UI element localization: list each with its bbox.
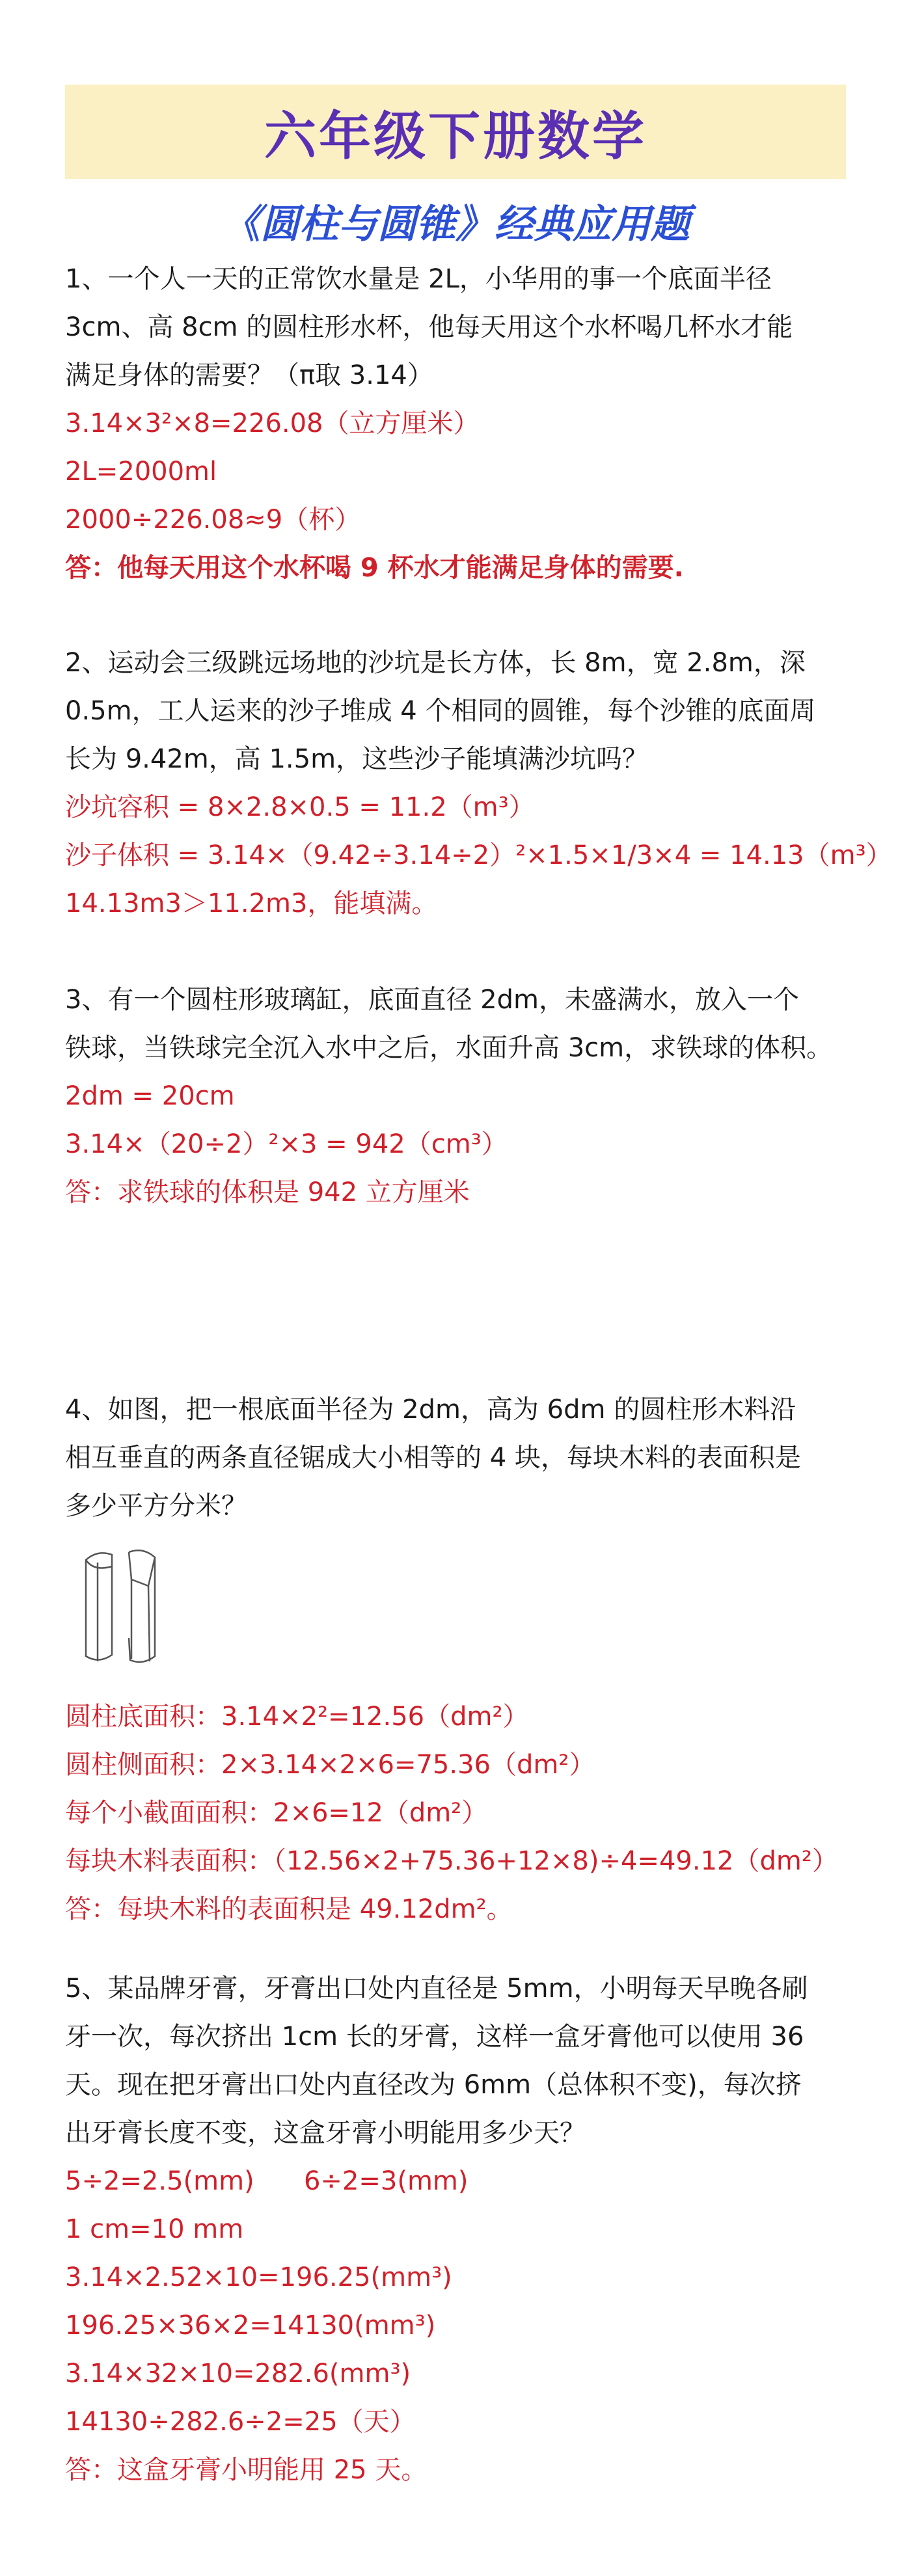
question-line: 5、某品牌牙膏，牙膏出口处内直径是 5mm，小明每天早晚各刷 (65, 1974, 808, 2004)
cut-cylinder-figure (72, 1540, 176, 1670)
answer-line: 每块木料表面积：（12.56×2+75.36+12×8)÷4=49.12（dm²） (65, 1846, 838, 1876)
answer-line: 3.14×（20÷2）²×3 = 942（cm³） (65, 1129, 508, 1159)
question-line: 2、运动会三级跳远场地的沙坑是长方体，长 8m，宽 2.8m，深 (65, 648, 806, 678)
answer-conclusion: 答：他每天用这个水杯喝 9 杯水才能满足身体的需要. (65, 553, 684, 583)
answer-line: 圆柱侧面积：2×3.14×2×6=75.36（dm²） (65, 1750, 595, 1780)
question-line: 1、一个人一天的正常饮水量是 2L，小华用的事一个底面半径 (65, 264, 772, 294)
answer-line: 圆柱底面积：3.14×2²=12.56（dm²） (65, 1702, 529, 1732)
question-line: 长为 9.42m，高 1.5m，这些沙子能填满沙坑吗？ (65, 744, 649, 774)
answer-line: 沙子体积 = 3.14×（9.42÷3.14÷2）²×1.5×1/3×4 = 14.13（m³） (65, 840, 892, 870)
answer-line: 答：求铁球的体积是 942 立方厘米 (65, 1177, 470, 1207)
answer-line: 答：这盒牙膏小明能用 25 天。 (65, 2455, 428, 2485)
page-title: 六年级下册数学 (264, 106, 647, 167)
answer-line: 5÷2=2.5(mm) 6÷2=3(mm) (65, 2166, 469, 2196)
problem-2 (65, 639, 892, 928)
question-line: 满足身体的需要？（π取 3.14） (65, 360, 433, 390)
answer-line: 1 cm=10 mm (65, 2214, 244, 2244)
answer-line: 14130÷282.6÷2=25（天） (65, 2407, 416, 2437)
answer-line: 2dm = 20cm (65, 1081, 235, 1111)
problem-4 (65, 1386, 859, 1933)
question-line: 4、如图，把一根底面半径为 2dm，高为 6dm 的圆柱形木料沿 (65, 1395, 796, 1425)
answer-line: 2L=2000ml (65, 457, 217, 487)
answer-line: 3.14×32×10=282.6(mm³) (65, 2359, 411, 2389)
answer-line: 答：每块木料的表面积是 49.12dm²。 (65, 1894, 513, 1924)
problem-1 (65, 255, 859, 592)
question-line: 3、有一个圆柱形玻璃缸，底面直径 2dm，未盛满水，放入一个 (65, 985, 799, 1015)
question-line: 相互垂直的两条直径锯成大小相等的 4 块，每块木料的表面积是 (65, 1443, 801, 1473)
cylinder-pieces-diagram (72, 1540, 176, 1670)
answer-line: 沙坑容积 = 8×2.8×0.5 = 11.2（m³） (65, 792, 535, 822)
question-line: 天。现在把牙膏出口处内直径改为 6mm（总体积不变)，每次挤 (65, 2070, 802, 2100)
question-line: 多少平方分米？ (65, 1491, 247, 1521)
question-line: 出牙膏长度不变，这盒牙膏小明能用多少天？ (65, 2118, 586, 2148)
question-line: 铁球，当铁球完全沉入水中之后，水面升高 3cm，求铁球的体积。 (65, 1033, 833, 1063)
answer-line: 每个小截面面积：2×6=12（dm²） (65, 1798, 488, 1828)
question-line: 0.5m，工人运来的沙子堆成 4 个相同的圆锥，每个沙锥的底面周 (65, 696, 816, 726)
page-subtitle: 《圆柱与圆锥》经典应用题 (221, 202, 690, 247)
problem-5 (65, 1965, 859, 2494)
answer-line: 3.14×2.52×10=196.25(mm³) (65, 2262, 452, 2292)
problem-3 (65, 976, 859, 1216)
question-line: 牙一次，每次挤出 1cm 长的牙膏，这样一盒牙膏他可以使用 36 (65, 2022, 804, 2052)
answer-line: 14.13m3＞11.2m3，能填满。 (65, 889, 438, 919)
question-line: 3cm、高 8cm 的圆柱形水杯，他每天用这个水杯喝几杯水才能 (65, 312, 793, 342)
answer-line: 3.14×3²×8=226.08（立方厘米） (65, 409, 480, 438)
title-banner (65, 85, 846, 179)
answer-line: 196.25×36×2=14130(mm³) (65, 2311, 436, 2341)
answer-line: 2000÷226.08≈9（杯） (65, 505, 361, 535)
